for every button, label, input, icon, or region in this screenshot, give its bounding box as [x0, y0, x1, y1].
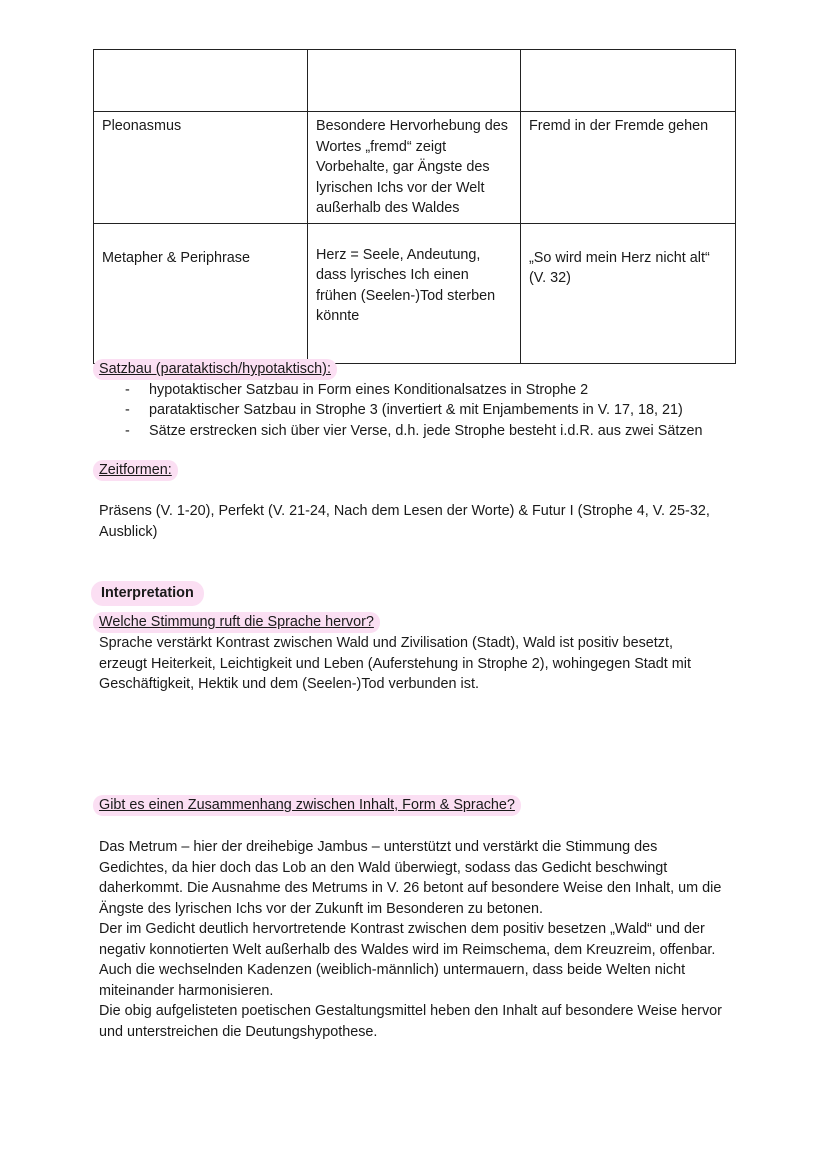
table-row — [94, 50, 736, 112]
effect-cell: Besondere Hervorhebung des Wortes „fremd“ zeigt Vorbehalte, gar Ängste des lyrischen Ichs vor der Welt außerhalb des Waldes — [308, 112, 521, 224]
answer-2 — [99, 837, 724, 1042]
satzbau-heading: Satzbau (parataktisch/hypotaktisch): — [93, 359, 337, 380]
zeitformen-section — [99, 460, 739, 481]
interpretation-section — [99, 581, 739, 606]
question-1 — [99, 612, 739, 633]
stylistic-devices-table — [93, 49, 736, 364]
device-cell: Metapher & Periphrase — [94, 223, 308, 363]
table-cell — [94, 50, 308, 112]
answer-2-paragraph: Das Metrum – hier der dreihebige Jambus – unterstützt und verstärkt die Stimmung des Gedichtes, da hier doch das Lob an den Wald überwiegt, sodass das Gedicht beschwingt daherkommt. Die Ausnahme des Metrums in V. 26 betont auf besondere Weise den Inhalt, um die Ängste des lyrischen Ichs vor der Zukunft im Besonderen zu betonen. — [99, 839, 722, 917]
device-cell: Pleonasmus — [94, 112, 308, 224]
table-cell — [521, 50, 736, 112]
table-cell — [308, 50, 521, 112]
table-row — [94, 112, 736, 224]
interpretation-heading: Interpretation — [91, 581, 204, 606]
satzbau-section — [99, 359, 739, 441]
question-1-heading: Welche Stimmung ruft die Sprache hervor? — [93, 612, 380, 633]
answer-2-paragraph: Die obig aufgelisteten poetischen Gestaltungsmittel heben den Inhalt auf besondere Weise hervor und unterstreichen die Deutungshypothese. — [99, 1003, 722, 1040]
question-2 — [99, 795, 739, 816]
zeitformen-heading: Zeitformen: — [93, 460, 178, 481]
list-item: - Sätze erstrecken sich über vier Verse, d.h. jede Strophe besteht i.d.R. aus zwei Sätzen — [99, 421, 739, 442]
table-row — [94, 223, 736, 363]
example-cell: Fremd in der Fremde gehen — [521, 112, 736, 224]
question-2-heading: Gibt es einen Zusammenhang zwischen Inhalt, Form & Sprache? — [93, 795, 521, 816]
list-item: - hypotaktischer Satzbau in Form eines Konditionalsatzes in Strophe 2 — [99, 380, 739, 401]
effect-cell: Herz = Seele, Andeutung, dass lyrisches Ich einen frühen (Seelen-)Tod sterben könnte — [308, 223, 521, 363]
answer-1: Sprache verstärkt Kontrast zwischen Wald und Zivilisation (Stadt), Wald ist positiv besetzt, erzeugt Heiterkeit, Leichtigkeit und Leben (Auferstehung in Strophe 2), wohingegen Stadt mit Geschäftigkeit, Hektik und dem (Seelen-)Tod verbunden ist. — [99, 635, 691, 692]
example-cell: „So wird mein Herz nicht alt“ (V. 32) — [521, 223, 736, 363]
zeitformen-text: Präsens (V. 1-20), Perfekt (V. 21-24, Nach dem Lesen der Worte) & Futur I (Strophe 4, V. 25-32, Ausblick) — [99, 503, 710, 540]
answer-2-paragraph: Der im Gedicht deutlich hervortretende Kontrast zwischen dem positiv besetzen „Wald“ und der negativ konnotierten Welt außerhalb des Waldes wird im Reimschema, dem Kreuzreim, offenbar. Auch die wechselnden Kadenzen (weiblich-männlich) untermauern, dass beide Welten nicht miteinander harmonisieren. — [99, 921, 716, 999]
satzbau-list — [99, 380, 739, 442]
list-item: - parataktischer Satzbau in Strophe 3 (invertiert & mit Enjambements in V. 17, 18, 21) — [99, 400, 739, 421]
